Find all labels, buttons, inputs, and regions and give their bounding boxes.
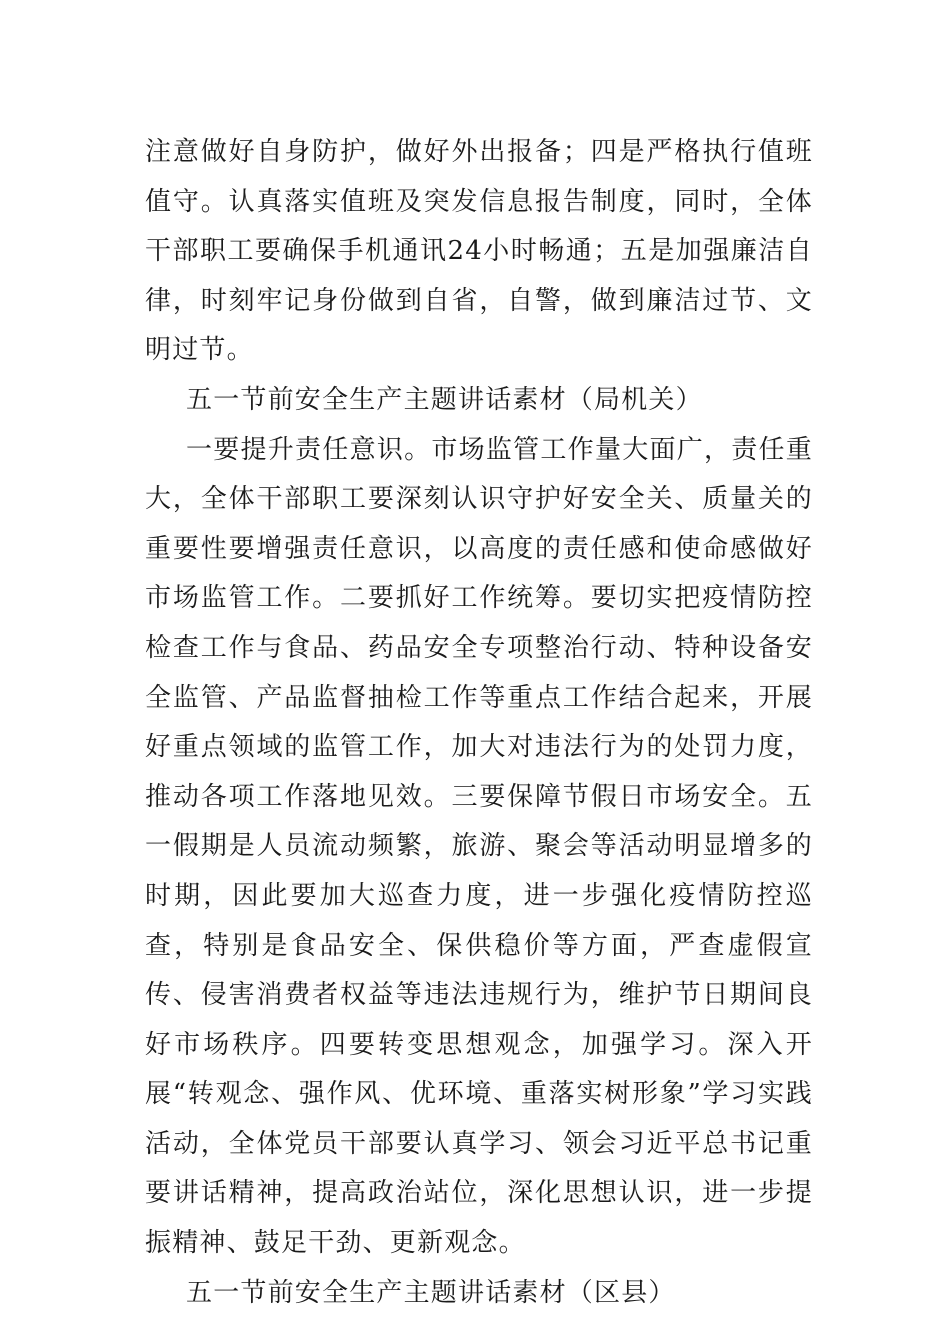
- body-paragraph: 一要提升责任意识。市场监管工作量大面广，责任重大，全体干部职工要深刻认识守护好安全关、质量关的重要性要增强责任意识，以高度的责任感和使命感做好市场监管工作。二要抓好工作统筹。要切实把疫情防控检查工作与食品、药品安全专项整治行动、特种设备安全监管、产品监督抽检工作等重点工作结合起来，开展好重点领域的监管工作，加大对违法行为的处罚力度，推动各项工作落地见效。三要保障节假日市场安全。五一假期是人员流动频繁，旅游、聚会等活动明显增多的时期，因此要加大巡查力度，进一步强化疫情防控巡查，特别是食品安全、保供稳价等方面，严查虚假宣传、侵害消费者权益等违法违规行为，维护节日期间良好市场秩序。四要转变思想观念，加强学习。深入开展“转观念、强作风、优环境、重落实树形象”学习实践活动，全体党员干部要认真学习、领会习近平总书记重要讲话精神，提高政治站位，深化思想认识，进一步提振精神、鼓足干劲、更新观念。: [145, 434, 813, 1259]
- body-paragraph: 注意做好自身防护，做好外出报备；四是严格执行值班值守。认真落实值班及突发信息报告制度，同时，全体干部职工要确保手机通讯24小时畅通；五是加强廉洁自律，时刻牢记身份做到自省，自警，做到廉洁过节、文明过节。: [145, 137, 813, 366]
- section-heading: 五一节前安全生产主题讲话素材（区县）: [186, 1277, 676, 1308]
- document-body: [145, 128, 813, 1318]
- section-heading: 五一节前安全生产主题讲话素材（局机关）: [186, 384, 703, 415]
